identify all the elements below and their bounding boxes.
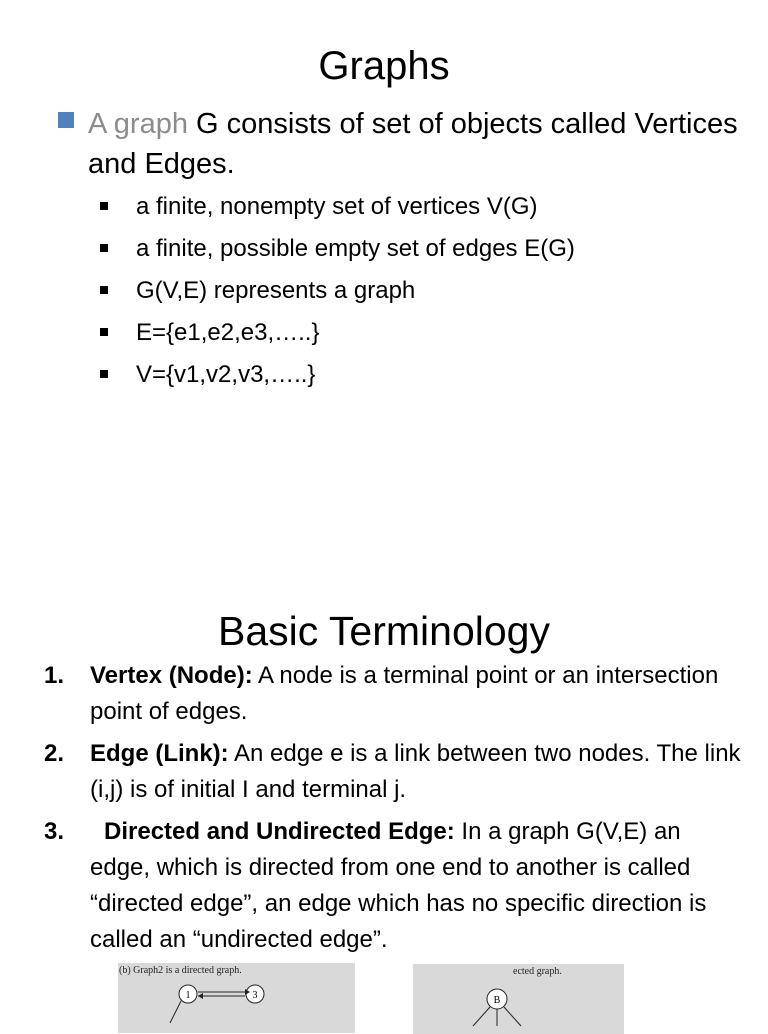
term-definition: In a graph G(V,E) an edge, which is directed from one end to another is called “directed edge”, an edge which has no specific direction is called an “undirected edge”. [90,818,707,953]
node-label: 1 [185,990,191,1001]
item-number: 3. [44,818,65,845]
slide-basic-terminology [0,512,768,1024]
main-bullet [58,104,738,184]
sub-bullet [98,270,738,312]
small-square-bullet-icon [100,244,108,252]
slide-title: Basic Terminology [218,608,550,654]
small-square-bullet-icon [100,370,108,378]
node-label: B [493,995,501,1006]
node-label: 3 [252,990,258,1001]
directed-graph-figure [118,963,355,1033]
sub-bullet [98,186,738,228]
sub-bullet-text: E={e1,e2,e3,…..} [136,319,320,346]
terminology-item [44,814,744,958]
sub-bullet-text: a finite, nonempty set of vertices V(G) [136,193,538,220]
main-bullet-text [88,104,738,184]
figure-caption: ected graph. [513,966,562,977]
term-definition: A node is a terminal point or an intersection point of edges. [90,662,719,725]
square-bullet-icon [58,112,74,128]
sub-bullet [98,354,738,396]
sub-bullet [98,228,738,270]
terminology-item [44,736,744,808]
term-label: Vertex (Node): [90,662,253,689]
terminology-list [44,658,744,964]
sub-bullet-text: V={v1,v2,v3,…..} [136,361,316,388]
edge-line [504,1007,521,1026]
edge-line [473,1007,490,1026]
sub-bullet-list [98,186,738,396]
bullet-body-text: G consists of set of objects called Vertices and Edges. [88,108,738,180]
directed-graph-drawing [118,963,355,1033]
arrow-head-icon [198,993,203,999]
term-label: Edge (Link): [90,740,229,767]
slide-title: Graphs [318,44,450,88]
highlight-text: A graph [88,108,188,140]
sub-bullet-text: G(V,E) represents a graph [136,277,416,304]
small-square-bullet-icon [100,286,108,294]
term-definition: An edge e is a link between two nodes. The link (i,j) is of initial I and terminal j. [90,740,741,803]
sub-bullet-text: a finite, possible empty set of edges E(G) [136,235,575,262]
figure-caption: (b) Graph2 is a directed graph. [119,965,242,976]
item-number: 2. [44,740,65,767]
edge-line [170,1001,181,1023]
item-number: 1. [44,662,65,689]
slide-graphs [0,0,768,512]
small-square-bullet-icon [100,328,108,336]
small-square-bullet-icon [100,202,108,210]
terminology-item [44,658,744,730]
term-label: Directed and Undirected Edge: [104,818,455,845]
sub-bullet [98,312,738,354]
